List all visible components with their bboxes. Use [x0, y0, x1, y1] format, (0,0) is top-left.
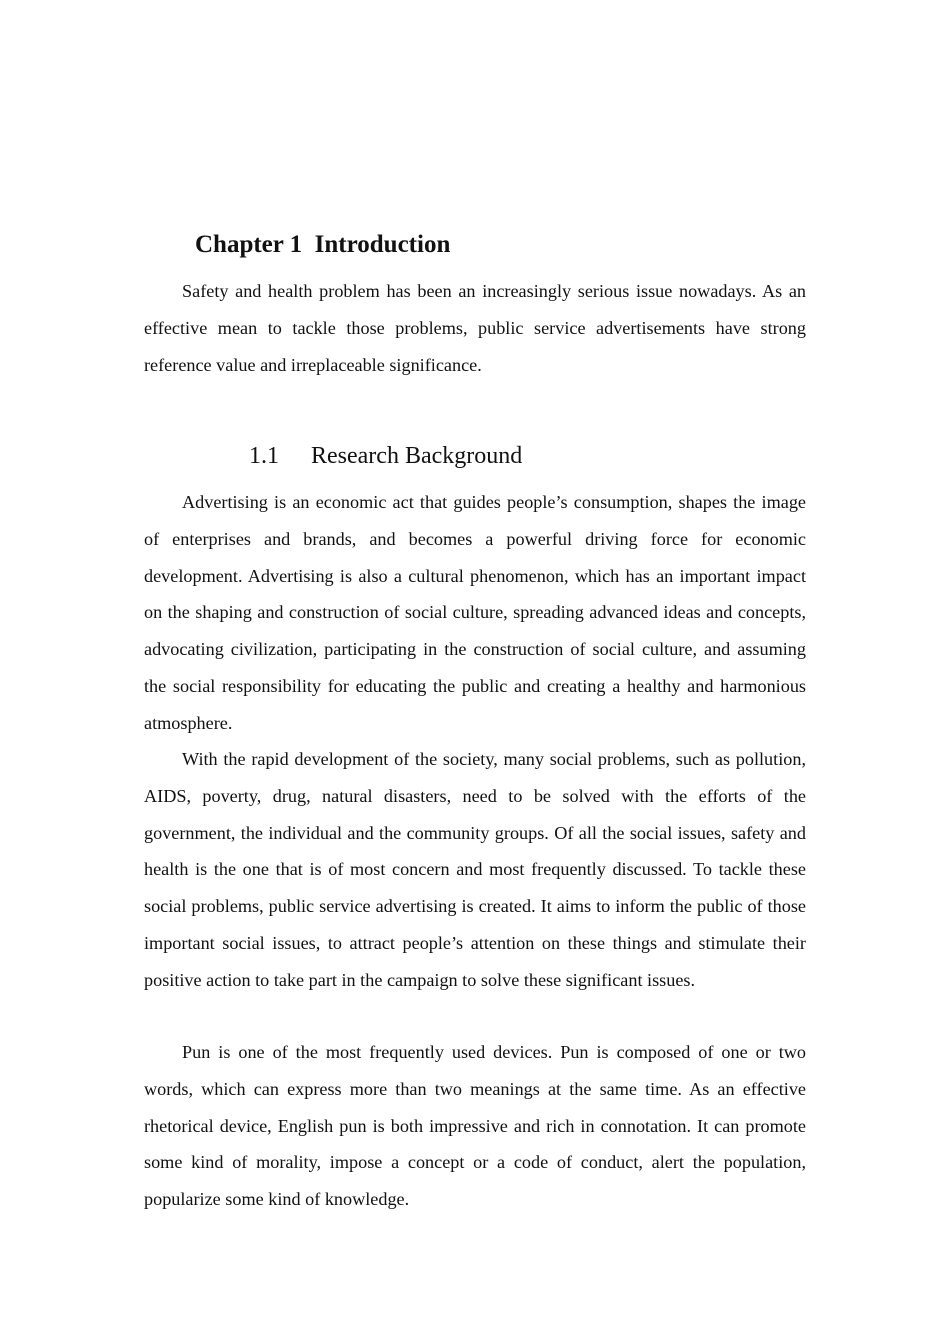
chapter-title: Chapter 1 Introduction — [195, 231, 451, 258]
section-heading — [249, 438, 522, 474]
section-number: 1.1 — [249, 443, 279, 469]
body-paragraph: Pun is one of the most frequently used devices. Pun is composed of one or two words, which can express more than two meanings at the same time. As an effective rhetorical device, English pun is both impressive and rich in connotation. It can promote some kind of morality, impose a concept or a code of conduct, alert the population, popularize some kind of knowledge. — [144, 1042, 806, 1210]
intro-paragraph: Safety and health problem has been an increasingly serious issue nowadays. As an effective mean to tackle those problems, public service advertisements have strong reference value and irreplaceable significance. — [144, 281, 806, 375]
body-paragraph: With the rapid development of the society, many social problems, such as pollution, AIDS, poverty, drug, natural disasters, need to be solved with the efforts of the government, the individual and the community groups. Of all the social issues, safety and health is the one that is of most concern and most frequently discussed. To tackle these social problems, public service advertising is created. It aims to inform the public of those important social issues, to attract people’s attention on these things and stimulate their positive action to take part in the campaign to solve these significant issues. — [144, 749, 806, 990]
body-paragraph: Advertising is an economic act that guides people’s consumption, shapes the image of enterprises and brands, and becomes a powerful driving force for economic development. Advertising is also a cultural phenomenon, which has an important impact on the shaping and construction of social culture, spreading advanced ideas and concepts, advocating civilization, participating in the construction of social culture, and assuming the social responsibility for educating the public and creating a healthy and harmonious atmosphere. — [144, 492, 806, 733]
section-title: Research Background — [311, 443, 523, 469]
